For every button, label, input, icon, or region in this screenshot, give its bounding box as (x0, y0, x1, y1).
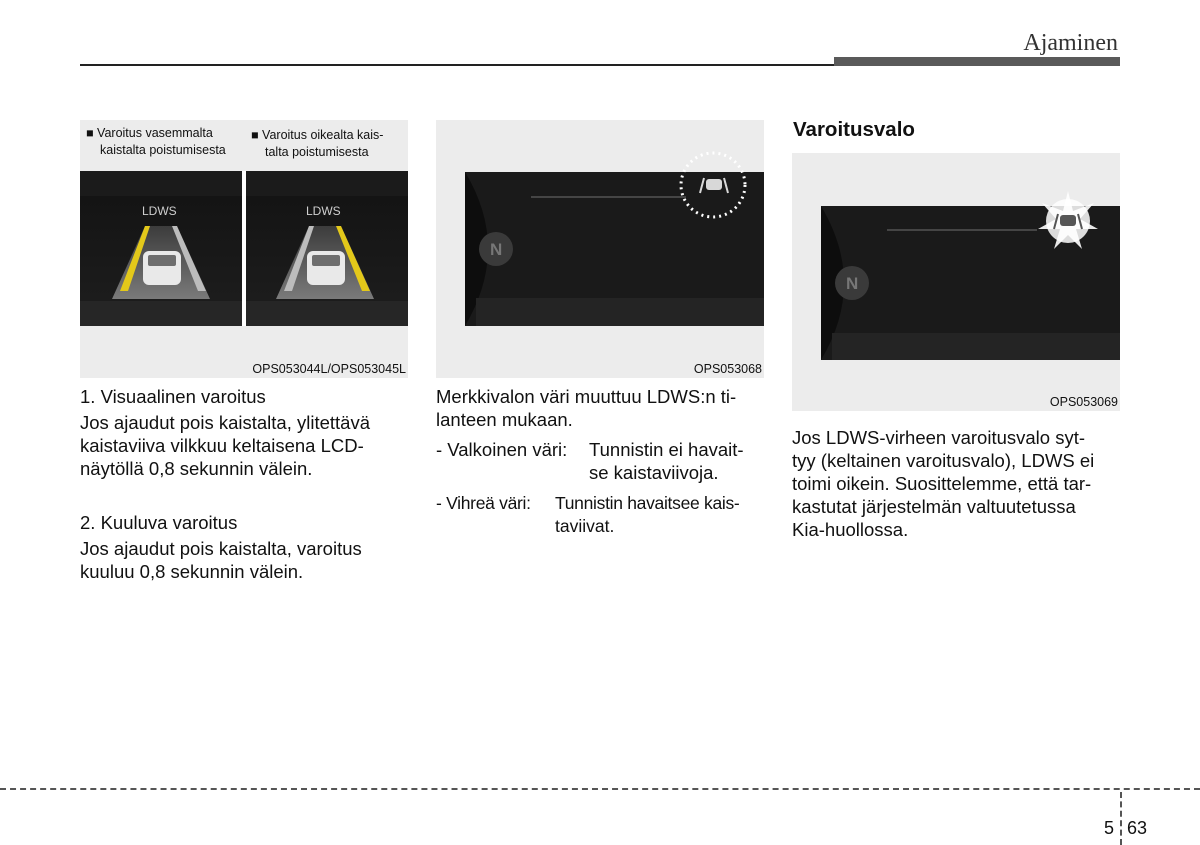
heading-varoitusvalo: Varoitusvalo (793, 118, 915, 141)
cluster-warning-illustration (792, 153, 1120, 393)
left-caption-line2: kaistalta poistumisesta (100, 143, 226, 157)
bullet-white-term: - Valkoinen väri: (436, 439, 568, 460)
col3-line3: toimi oikein. Suosittelemme, että tar- (792, 473, 1092, 494)
ldws-label-left: LDWS (142, 204, 177, 218)
item2-line1: Jos ajaudut pois kaistalta, varoitus (80, 538, 362, 559)
figure3-code: OPS053069 (1049, 395, 1118, 409)
section-title: Ajaminen (1023, 30, 1118, 56)
bullet-square-icon: ■ (251, 128, 259, 142)
header-rule (80, 64, 840, 66)
right-caption-line1: Varoitus oikealta kais- (262, 128, 384, 142)
item1-line2: kaistaviiva vilkkuu keltaisena LCD- (80, 435, 364, 456)
col3-line1: Jos LDWS-virheen varoitusvalo syt- (792, 427, 1086, 448)
ldws-label-right: LDWS (306, 204, 341, 218)
right-caption-line2: talta poistumisesta (265, 145, 369, 159)
figure-ldws-indicator (436, 120, 764, 378)
col2-text (436, 385, 766, 538)
footer-dashed-rule (0, 788, 1200, 790)
intro-line1: Merkkivalon väri muuttuu LDWS:n ti- (436, 386, 737, 407)
header-bar (834, 57, 1120, 66)
col3-text (792, 426, 1120, 541)
left-caption (86, 125, 226, 159)
item1-line1: Jos ajaudut pois kaistalta, ylitettävä (80, 412, 370, 433)
item1-line3: näytöllä 0,8 sekunnin välein. (80, 458, 313, 479)
bullet-green-term: - Vihreä väri: (436, 493, 531, 513)
bullet-green-line1: Tunnistin havaitsee kais- (555, 493, 740, 513)
cluster-illustration (436, 120, 764, 360)
left-caption-line1: Varoitus vasemmalta (97, 126, 213, 140)
chapter-number: 5 (1104, 818, 1115, 838)
gear-indicator-n: N (846, 274, 859, 293)
right-caption (251, 127, 383, 161)
intro-line2: lanteen mukaan. (436, 409, 573, 430)
figure1-code: OPS053044L/OPS053045L (252, 362, 406, 376)
col1-text (80, 385, 408, 583)
bullet-square-icon: ■ (86, 126, 94, 140)
col3-line2: tyy (keltainen varoitusvalo), LDWS ei (792, 450, 1095, 471)
ldws-display-illustration (80, 171, 408, 326)
item2-title: 2. Kuuluva varoitus (80, 512, 238, 533)
bullet-white (436, 438, 766, 484)
gear-indicator-n: N (490, 240, 503, 259)
item1-title: 1. Visuaalinen varoitus (80, 386, 266, 407)
bullet-white-line1: Tunnistin ei havait- (589, 439, 744, 460)
bullet-green (436, 492, 766, 538)
page-number: 63 (1127, 818, 1148, 838)
bullet-white-line2: se kaistaviivoja. (589, 462, 719, 483)
item2-line2: kuuluu 0,8 sekunnin välein. (80, 561, 304, 582)
figure-lane-departure-displays (80, 120, 408, 378)
col3-line4: kastutat järjestelmän valtuutetussa (792, 496, 1076, 517)
figure-ldws-warning-light (792, 153, 1120, 411)
footer-vertical-divider (1120, 792, 1122, 845)
col3-line5: Kia-huollossa. (792, 519, 909, 540)
figure2-code: OPS053068 (693, 362, 762, 376)
bullet-green-line2: taviivat. (555, 516, 615, 536)
